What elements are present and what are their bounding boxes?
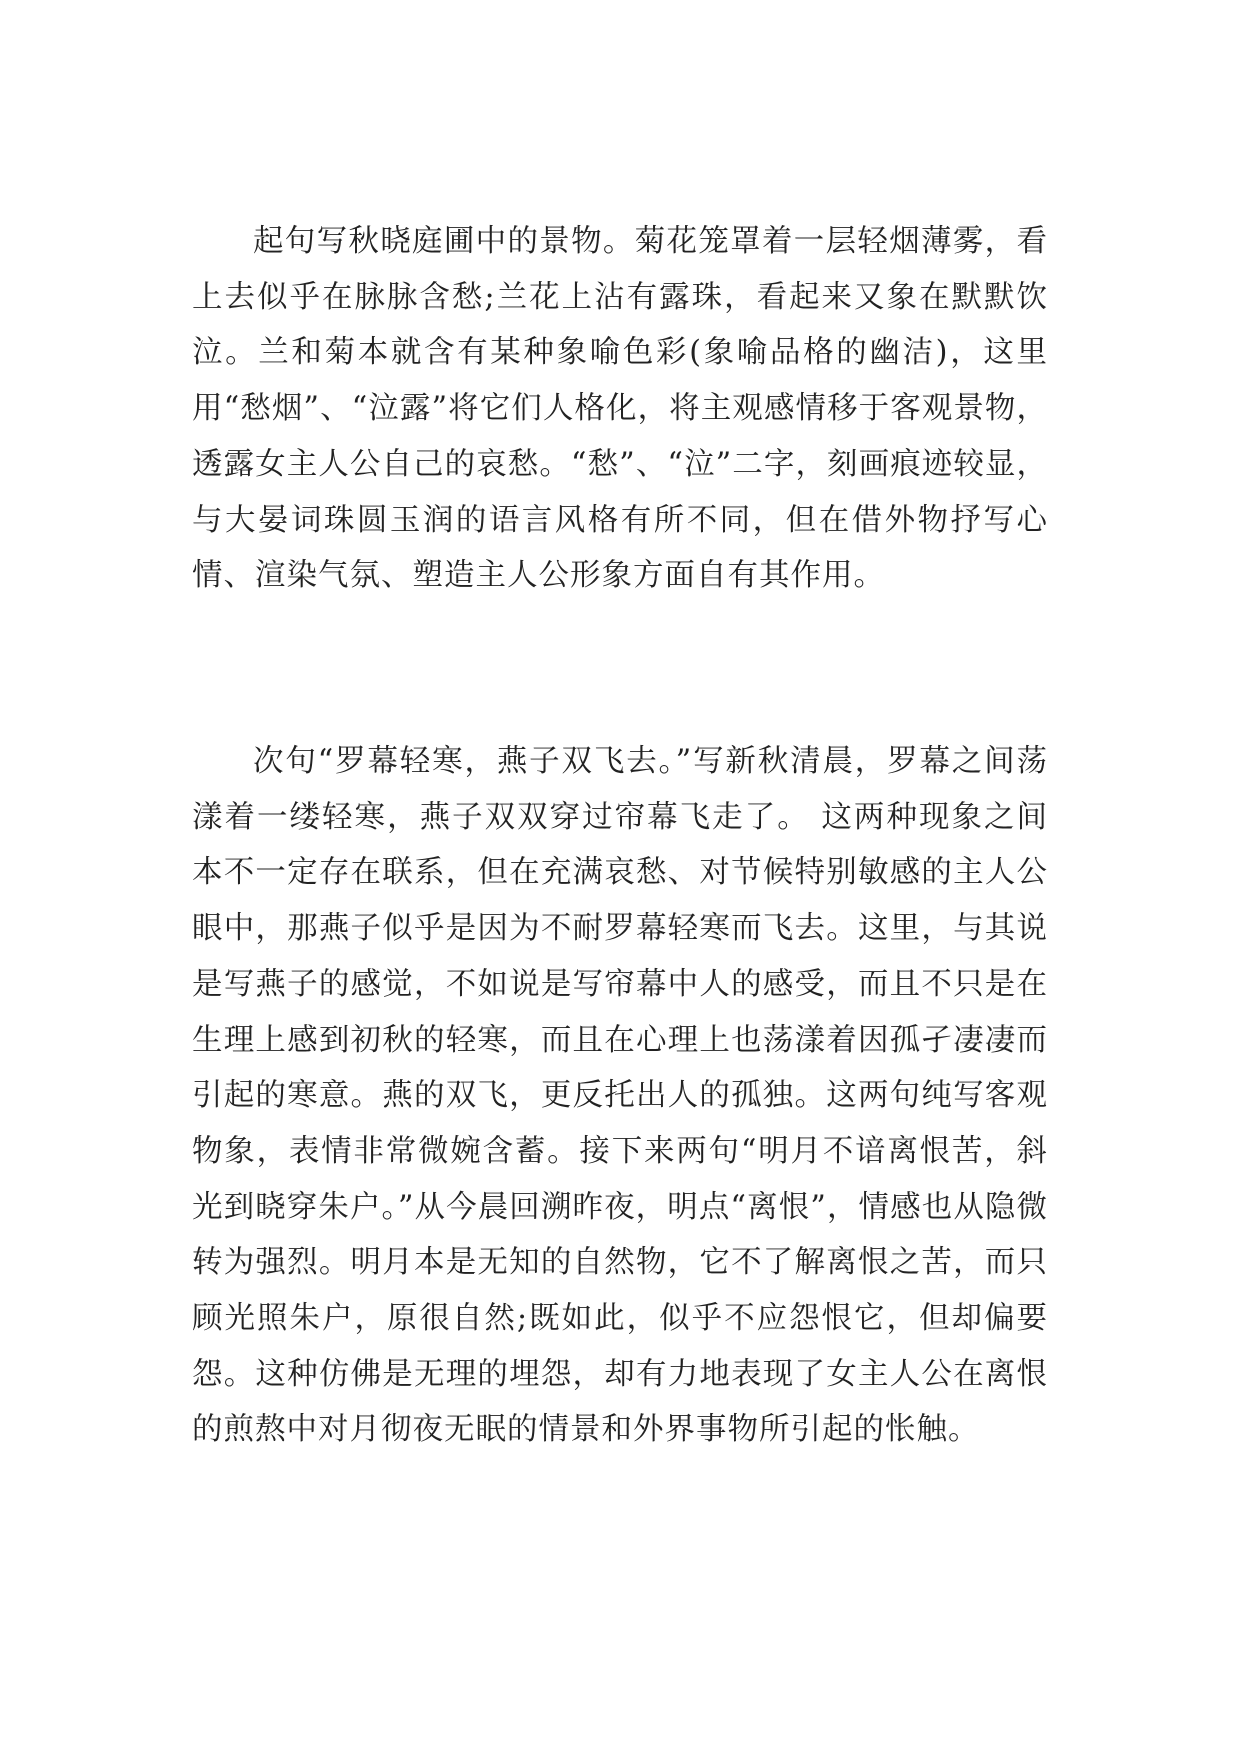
paragraph-2: 次句“罗幕轻寒，燕子双飞去。”写新秋清晨，罗幕之间荡漾着一缕轻寒，燕子双双穿过帘幕飞走了。 这两种现象之间本不一定存在联系，但在充满哀愁、对节候特别敏感的主人公眼中，那燕子似乎是因为不耐罗幕轻寒而飞去。这里，与其说是写燕子的感觉，不如说是写帘幕中人的感受，而且不只是在生理上感到初秋的轻寒，而且在心理上也荡漾着因孤孑凄凄而引起的寒意。燕的双飞，更反托出人的孤独。这两句纯写客观物象，表情非常微婉含蓄。接下来两句“明月不谙离恨苦，斜光到晓穿朱户。”从今晨回溯昨夜，明点“离恨”，情感也从隐微转为强烈。明月本是无知的自然物，它不了解离恨之苦，而只顾光照朱户，原很自然;既如此，似乎不应怨恨它，但却偏要怨。这种仿佛是无理的埋怨，却有力地表现了女主人公在离恨的煎熬中对月彻夜无眠的情景和外界事物所引起的怅触。 bbox=[192, 744, 1048, 1448]
paragraph-1: 起句写秋晓庭圃中的景物。菊花笼罩着一层轻烟薄雾，看上去似乎在脉脉含愁;兰花上沾有露珠，看起来又象在默默饮泣。兰和菊本就含有某种象喻色彩(象喻品格的幽洁)，这里用“愁烟”、“泣露”将它们人格化，将主观感情移于客观景物，透露女主人公自己的哀愁。“愁”、“泣”二字，刻画痕迹较显，与大晏词珠圆玉润的语言风格有所不同，但在借外物抒写心情、渲染气氛、塑造主人公形象方面自有其作用。 bbox=[192, 224, 1048, 594]
